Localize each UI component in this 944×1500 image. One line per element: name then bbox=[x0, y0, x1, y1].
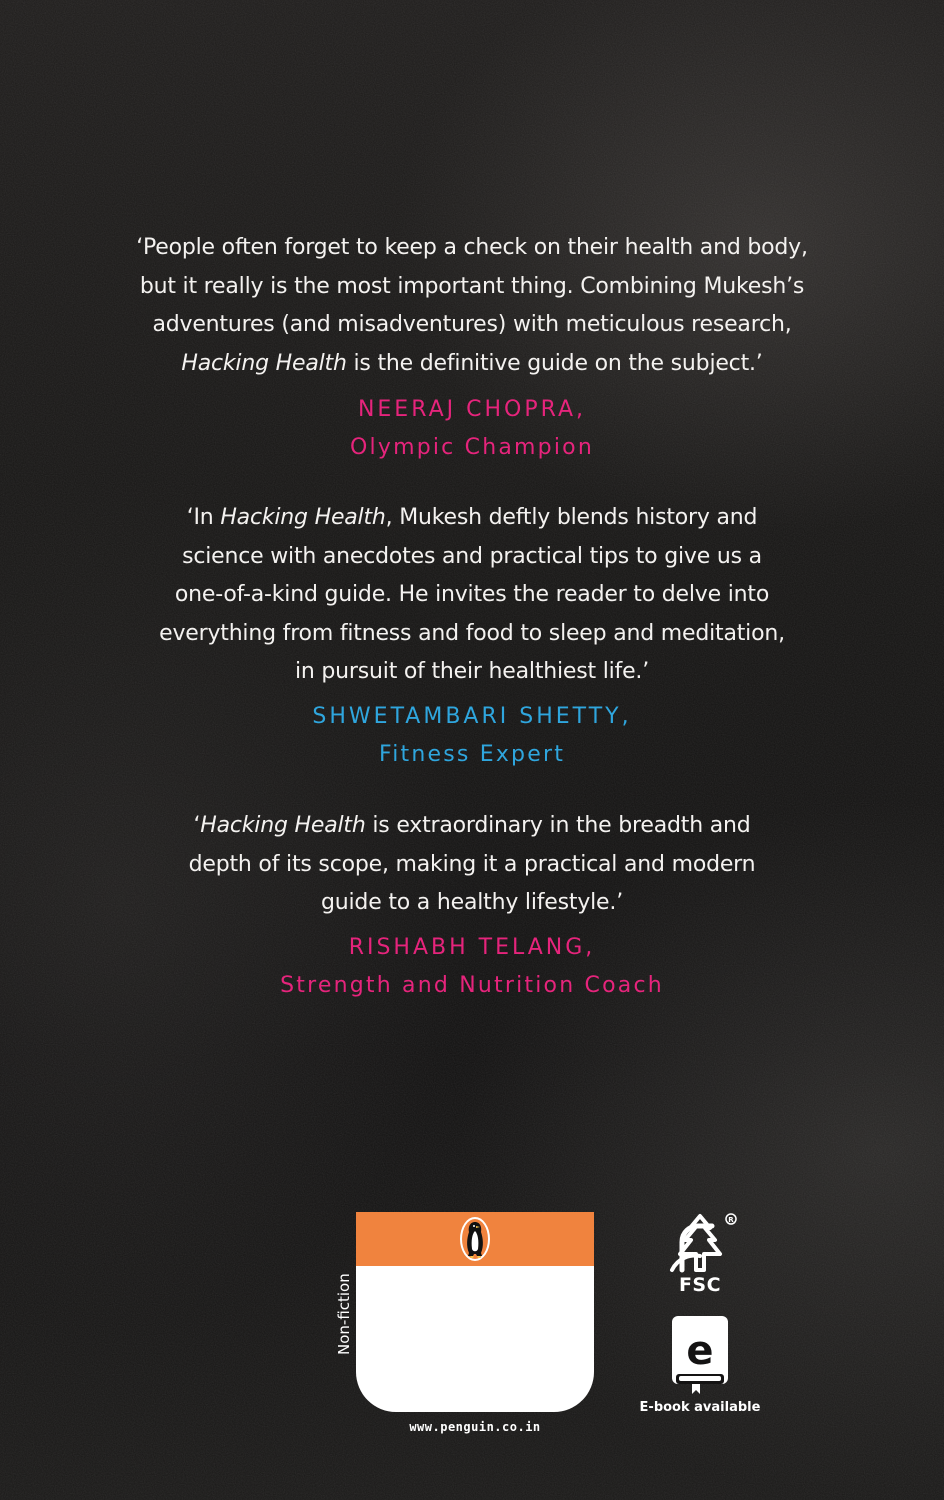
quote-line bbox=[0, 884, 944, 923]
quote-line bbox=[0, 499, 944, 538]
quote-line bbox=[0, 615, 944, 654]
quote-text-run: guide to a healthy lifestyle.’ bbox=[321, 890, 623, 915]
quote-3-text bbox=[0, 807, 944, 923]
penguin-price-box bbox=[356, 1212, 594, 1412]
book-title-italic: Hacking Health bbox=[200, 813, 366, 838]
quote-text-run: is the definitive guide on the subject.’ bbox=[346, 350, 763, 376]
attribution-1-role: Olympic Champion bbox=[350, 435, 594, 460]
attribution-2-role: Fitness Expert bbox=[378, 742, 566, 767]
attribution-3-name: RISHABH TELANG, bbox=[348, 935, 596, 960]
quote-line bbox=[0, 268, 944, 307]
quote-line bbox=[0, 807, 944, 846]
attribution-2-name: SHWETAMBARI SHETTY, bbox=[312, 704, 632, 729]
quote-1-text bbox=[0, 229, 944, 383]
ebook-icon bbox=[670, 1314, 730, 1396]
quote-1 bbox=[0, 229, 944, 383]
category-label: Non-fiction bbox=[335, 1273, 353, 1355]
quote-line bbox=[0, 306, 944, 345]
quote-text-run: ‘ bbox=[193, 813, 201, 838]
fsc-tree-icon bbox=[660, 1212, 738, 1282]
quote-text-run: science with anecdotes and practical tips to give us a bbox=[182, 543, 762, 569]
fsc-label: FSC bbox=[678, 1274, 722, 1296]
quote-text-run: but it really is the most important thing. Combining Mukesh’s bbox=[139, 273, 805, 299]
attribution-1 bbox=[0, 391, 944, 467]
quote-line bbox=[0, 538, 944, 577]
attribution-3-role: Strength and Nutrition Coach bbox=[280, 973, 664, 998]
quote-text-run: ‘In bbox=[186, 505, 221, 530]
quote-text-run: in pursuit of their healthiest life.’ bbox=[294, 659, 650, 684]
quote-text-run: everything from fitness and food to sleep and meditation, bbox=[159, 620, 785, 646]
quote-text-run: depth of its scope, making it a practical and modern bbox=[188, 851, 756, 877]
attribution-2 bbox=[0, 698, 944, 774]
book-title-italic: Hacking Health bbox=[220, 505, 386, 530]
quote-text-run: is extraordinary in the breadth and bbox=[365, 813, 751, 838]
svg-text:R: R bbox=[728, 1216, 734, 1224]
attribution-3 bbox=[0, 929, 944, 1005]
quote-line bbox=[0, 846, 944, 885]
quote-text-run: adventures (and misadventures) with meticulous research, bbox=[152, 312, 792, 337]
ebook-available-label: E-book available bbox=[639, 1400, 761, 1415]
quote-line bbox=[0, 653, 944, 692]
svg-text:e: e bbox=[686, 1328, 714, 1374]
book-title-italic: Hacking Health bbox=[181, 350, 347, 376]
attribution-1-name: NEERAJ CHOPRA, bbox=[357, 397, 587, 422]
quote-line bbox=[0, 576, 944, 615]
quote-2-text bbox=[0, 499, 944, 692]
quote-text-run: one-of-a-kind guide. He invites the reader to delve into bbox=[174, 582, 770, 607]
penguin-icon bbox=[459, 1216, 491, 1262]
penguin-orange-band bbox=[356, 1212, 594, 1266]
quote-line bbox=[0, 345, 944, 384]
publisher-url[interactable]: www.penguin.co.in bbox=[409, 1420, 541, 1434]
quote-text-run: , Mukesh deftly blends history and bbox=[385, 505, 758, 530]
quote-2 bbox=[0, 499, 944, 692]
quote-text-run: ‘People often forget to keep a check on their health and body, bbox=[136, 235, 808, 260]
quote-3 bbox=[0, 807, 944, 923]
quote-line bbox=[0, 229, 944, 268]
